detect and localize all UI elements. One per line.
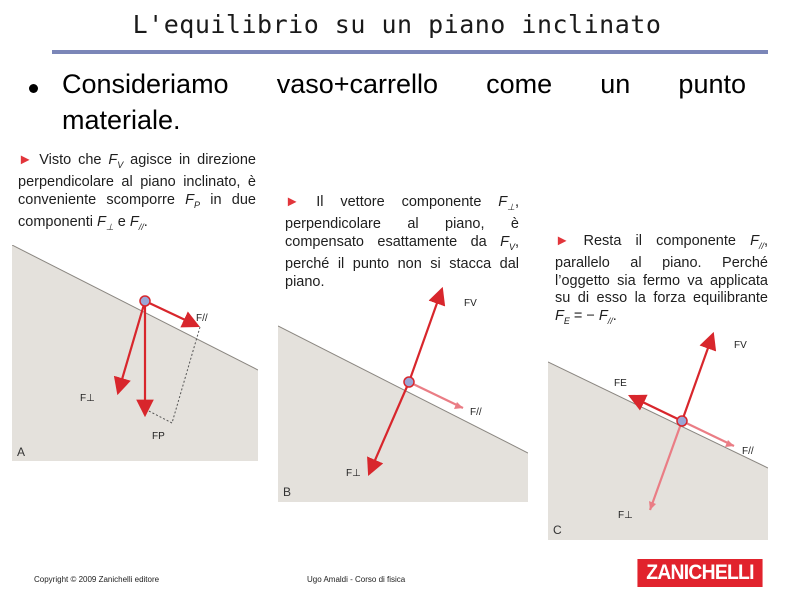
panel-a-label: A [12, 444, 30, 460]
label-fperp: F⊥ [346, 468, 361, 479]
caption-a [18, 152, 256, 237]
caption-c-arrow-icon: ► [555, 233, 570, 249]
vector-fe-symbol: $F_E$ [555, 307, 570, 326]
material-point [140, 296, 150, 306]
vector-fv-symbol: $F_V$ [108, 152, 124, 170]
caption-c [555, 233, 768, 330]
caption-a-text: agisce in direzione perpendicolare al piano inclinato, è conveniente scomporre [18, 152, 256, 208]
caption-c-text: , parallelo al piano. Perché l’oggetto sia fermo va applicata su di esso la forza equilibrante [555, 233, 768, 307]
caption-b-text: , perché il punto non si stacca dal piano. [285, 233, 519, 290]
caption-b-text: , perpendicolare al piano, è compensato esattamente da [285, 194, 519, 250]
bullet-point-icon [29, 84, 38, 93]
inclined-plane [548, 362, 768, 540]
label-fp: FP [152, 431, 165, 442]
vector-fperp-symbol: $F_\perp$ [498, 194, 515, 212]
label-fperp: F⊥ [80, 393, 95, 404]
diagram-panel-c [548, 318, 768, 540]
vector-fv-arrow [682, 334, 713, 421]
label-fpar: F// [742, 446, 754, 457]
diagram-panel-b [278, 282, 528, 502]
caption-c-text: = − [569, 307, 599, 324]
label-fv: FV [464, 298, 477, 309]
bullet-text: Consideriamo vaso+carrello come un punto materiale. [62, 69, 746, 135]
caption-a-text: Visto che [32, 152, 109, 168]
inclined-plane [12, 245, 258, 461]
vector-fv-arrow [409, 289, 442, 382]
caption-c-text: Resta il componente [569, 233, 751, 249]
label-fpar: F// [470, 407, 482, 418]
material-point [404, 377, 414, 387]
title-divider [52, 50, 768, 54]
caption-a-text: . [143, 214, 148, 231]
caption-a-text: in due componenti [18, 191, 256, 231]
footer-course: Ugo Amaldi - Corso di fisica [307, 575, 406, 584]
panel-b-label: B [278, 484, 296, 500]
vector-fv-symbol: $F_V$ [500, 233, 515, 252]
vector-fpar-symbol: $F_{//}$ [129, 214, 144, 233]
label-fpar: F// [196, 313, 208, 324]
vector-fperp-symbol: $F_\perp$ [97, 214, 114, 233]
label-fperp: F⊥ [618, 510, 633, 521]
inclined-plane [278, 326, 528, 502]
material-point [677, 416, 687, 426]
diagram-panel-a [12, 245, 258, 461]
vector-fp-symbol: $F_P$ [185, 191, 201, 210]
caption-a-text: e [113, 214, 130, 231]
vector-fpar-symbol: $F_{//}$ [750, 233, 764, 251]
caption-a-arrow-icon: ► [18, 152, 33, 168]
slide-title: L'equilibrio su un piano inclinato [132, 10, 662, 39]
caption-b-text: Il vettore componente [299, 194, 499, 210]
label-fe: FE [614, 378, 627, 389]
footer-copyright: Copyright © 2009 Zanichelli editore [34, 575, 160, 584]
zanichelli-logo: ZANICHELLI [637, 559, 762, 587]
caption-b [285, 194, 519, 291]
vector-fpar-symbol: $F_{//}$ [598, 307, 613, 326]
caption-b-arrow-icon: ► [285, 194, 300, 210]
panel-c-label: C [548, 522, 567, 538]
caption-c-text: . [612, 307, 617, 324]
label-fv: FV [734, 340, 747, 351]
